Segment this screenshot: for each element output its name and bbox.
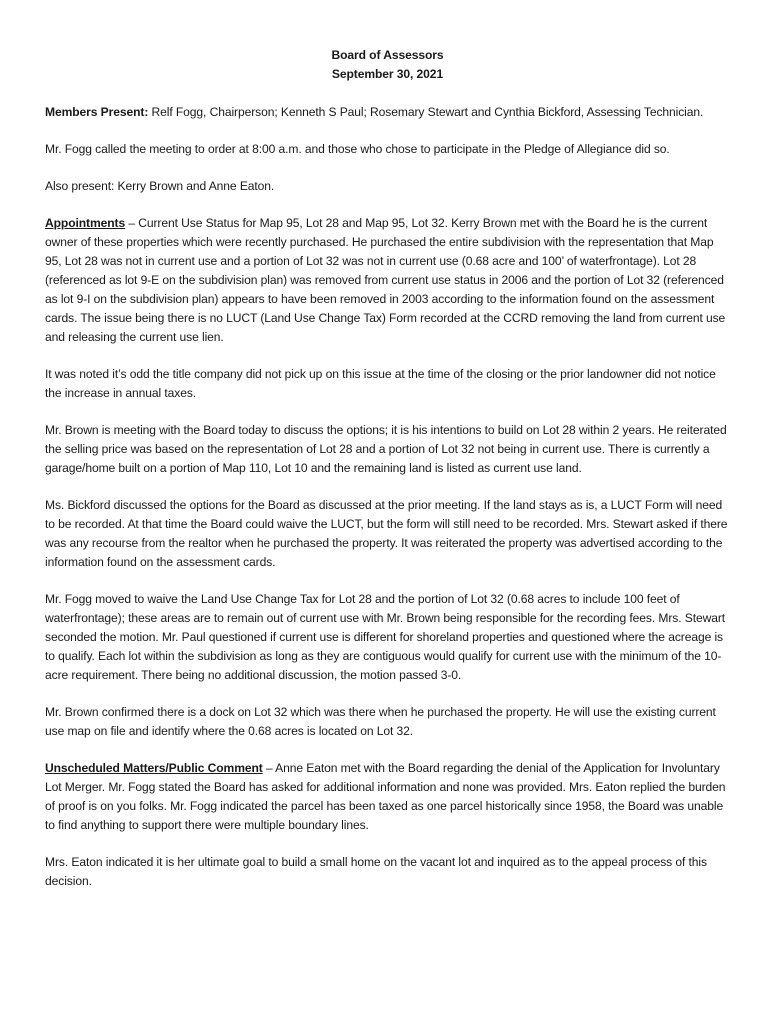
unscheduled-text: – Anne Eaton met with the Board regarding the denial of the Application for Involuntary Lot Merger. Mr. Fogg stated the Board has asked for additional information and none was provided. Mrs. Eaton replied the burden of proof is on you folks. Mr. Fogg indicated the parcel has been taxed as one parcel historically since 1958, the Board was unable to find anything to support there were multiple boundary lines. bbox=[45, 761, 726, 832]
call-to-order-paragraph: Mr. Fogg called the meeting to order at 8:00 a.m. and those who chose to participate in the Pledge of Allegiance did so. bbox=[45, 142, 670, 156]
appointments-heading: Appointments bbox=[45, 216, 126, 230]
dock-paragraph: Mr. Brown confirmed there is a dock on Lot 32 which was there when he purchased the property. He will use the existing current use map on file and identify where the 0.68 acres is located on Lot 32. bbox=[45, 705, 716, 738]
appointments-paragraph bbox=[45, 214, 730, 347]
unscheduled-paragraph bbox=[45, 759, 730, 835]
members-present-paragraph bbox=[45, 103, 730, 122]
appointments-text: – Current Use Status for Map 95, Lot 28 and Map 95, Lot 32. Kerry Brown met with the Board he is the current owner of these properties which were recently purchased. He purchased the entire subdivision with the representation that Map 95, Lot 28 was not in current use and a portion of Lot 32 was not in current use (0.68 acre and 100’ of waterfrontage). Lot 28 (referenced as lot 9-E on the subdivision plan) was removed from current use status in 2006 and the portion of Lot 32 (referenced as lot 9-I on the subdivision plan) appears to have been removed in 2003 according to the information found on the assessment cards. The issue being there is no LUCT (Land Use Change Tax) Form recorded at the CCRD removing the land from current use and releasing the current use lien. bbox=[45, 216, 726, 344]
unscheduled-heading: Unscheduled Matters/Public Comment bbox=[45, 761, 263, 775]
also-present-paragraph: Also present: Kerry Brown and Anne Eaton. bbox=[45, 179, 275, 193]
meeting-date: September 30, 2021 bbox=[331, 67, 444, 81]
brown-meeting-paragraph: Mr. Brown is meeting with the Board today to discuss the options; it is his intentions to build on Lot 28 within 2 years. He reiterated the selling price was based on the representation of Lot 28 and a portion of Lot 32 not being in current use. There is currently a garage/home built on a portion of Map 110, Lot 10 and the remaining land is listed as current use land. bbox=[45, 423, 727, 475]
title-company-paragraph: It was noted it’s odd the title company did not pick up on this issue at the time of the closing or the prior landowner did not notice the increase in annual taxes. bbox=[45, 367, 716, 400]
fogg-motion-paragraph: Mr. Fogg moved to waive the Land Use Change Tax for Lot 28 and the portion of Lot 32 (0.68 acres to include 100 feet of waterfrontage); these areas are to remain out of current use with Mr. Brown being responsible for the recording fees. Mrs. Stewart seconded the motion. Mr. Paul questioned if current use is different for shoreland properties and questioned where the acreage is to qualify. Each lot within the subdivision as long as they are contiguous would qualify for current use with the minimum of the 10- acre requirement. There being no additional discussion, the motion passed 3-0. bbox=[45, 592, 726, 682]
members-present-text: Relf Fogg, Chairperson; Kenneth S Paul; Rosemary Stewart and Cynthia Bickford, Assessing Technician. bbox=[148, 105, 704, 119]
members-present-label: Members Present: bbox=[45, 105, 149, 119]
minutes-page bbox=[45, 46, 730, 909]
eaton-goal-paragraph: Mrs. Eaton indicated it is her ultimate goal to build a small home on the vacant lot and inquired as to the appeal process of this decision. bbox=[45, 855, 707, 888]
document-title: Board of Assessors bbox=[331, 48, 444, 62]
bickford-options-paragraph: Ms. Bickford discussed the options for the Board as discussed at the prior meeting. If the land stays as is, a LUCT Form will need to be recorded. At that time the Board could waive the LUCT, but the form will still need to be recorded. Mrs. Stewart asked if there was any recourse from the realtor when he purchased the property. It was reiterated the property was advertised according to the information found on the assessment cards. bbox=[45, 498, 728, 569]
